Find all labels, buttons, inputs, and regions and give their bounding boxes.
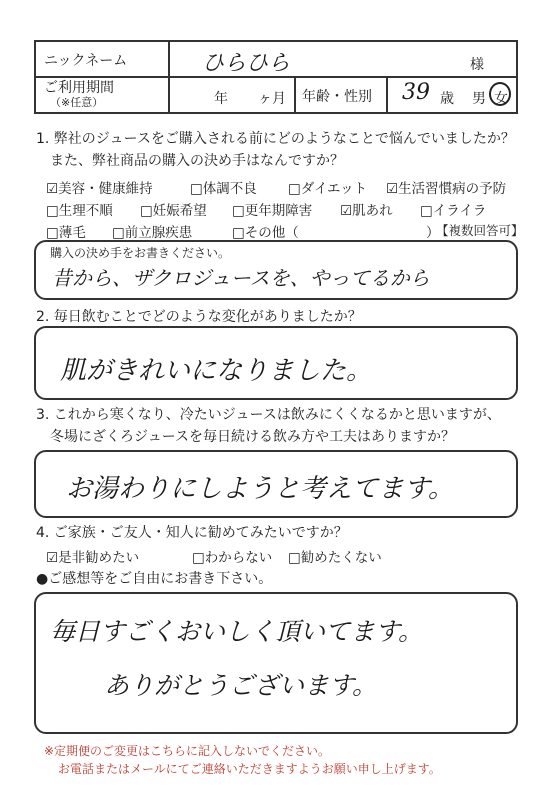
- q3-line1: 3. これから寒くなり、冷たいジュースは飲みにくくなるかと思いますが、: [36, 407, 501, 423]
- period-sub-label: （※任意）: [50, 96, 104, 109]
- q1-line2: また、弊社商品の購入の決め手はなんですか？: [50, 153, 344, 169]
- period-label: ご利用期間: [44, 80, 114, 96]
- q1-option-diet[interactable]: □ダイエット: [288, 181, 368, 197]
- impressions-answer-line2: ありがとうございます。: [104, 671, 378, 700]
- year-label: 年: [214, 91, 228, 107]
- nickname-label: ニックネーム: [44, 53, 128, 69]
- q1-decision-label: 購入の決め手をお書きください。: [50, 246, 231, 260]
- female-label: 女: [494, 91, 508, 107]
- q1-option-thinning-hair[interactable]: □薄毛: [46, 225, 86, 241]
- checkbox-icon: □: [112, 225, 125, 241]
- checkbox-icon: ☑: [340, 203, 353, 219]
- nickname-label-cell: [36, 42, 170, 78]
- header-table: [34, 40, 518, 114]
- checkbox-icon: ☑: [46, 181, 59, 197]
- q1-decision-answer: 昔から、ザクロジュースを、やってるから: [52, 266, 430, 290]
- checkbox-icon: □: [46, 225, 59, 241]
- male-label: 男: [472, 91, 486, 107]
- age-unit: 歳: [440, 91, 454, 107]
- q1-option-menstrual[interactable]: □生理不順: [46, 203, 113, 219]
- female-circle-mark: [489, 82, 511, 106]
- nickname-value-cell: [170, 42, 516, 78]
- q1-option-skin[interactable]: ☑肌あれ: [340, 203, 393, 219]
- checkbox-icon: □: [46, 203, 59, 219]
- q2-answer: 肌がきれいになりました。: [60, 356, 373, 386]
- q4-option-yes[interactable]: ☑是非勧めたい: [46, 550, 140, 566]
- checkbox-icon: □: [420, 203, 433, 219]
- checkbox-icon: □: [192, 550, 205, 566]
- q3-line2: 冬場にざくろジュースを毎日続ける飲み方や工夫はありますか？: [50, 429, 456, 445]
- impressions-answer-line1: 毎日すごくおいしく頂いてます。: [50, 617, 424, 646]
- nickname-value: ひらひら: [202, 51, 291, 76]
- q1-multi-answer-note: 【複数回答可】: [436, 223, 524, 238]
- q3-answer: お湯わりにしようと考えてます。: [66, 474, 454, 504]
- age-gender-label: 年齢・性別: [302, 89, 372, 105]
- checkbox-icon: □: [232, 225, 245, 241]
- q4-option-unsure[interactable]: □わからない: [192, 550, 273, 566]
- q1-option-other[interactable]: □その他（: [232, 225, 299, 241]
- age-value: 39: [402, 80, 430, 105]
- checkbox-icon: ☑: [386, 181, 399, 197]
- checkbox-icon: □: [140, 203, 153, 219]
- q1-other-close-paren: ）: [426, 225, 440, 241]
- q1-option-prostate[interactable]: □前立腺疾患: [112, 225, 193, 241]
- sama-label: 様: [470, 57, 484, 73]
- q1-option-condition[interactable]: □体調不良: [190, 181, 257, 197]
- checkbox-icon: □: [232, 203, 245, 219]
- q1-option-beauty[interactable]: ☑美容・健康維持: [46, 181, 153, 197]
- q1-option-irritation[interactable]: □イライラ: [420, 203, 487, 219]
- q2-question: 2. 毎日飲むことでどのような変化がありましたか？: [36, 309, 362, 325]
- checkbox-icon: ☑: [46, 550, 59, 566]
- footer-note-line1: ※定期便のご変更はこちらに記入しないでください。: [44, 744, 331, 758]
- period-label-cell: [36, 78, 170, 112]
- q1-line1: 1. 弊社のジュースをご購入される前にどのようなことで悩んでいましたか？: [36, 131, 515, 147]
- q1-option-menopause[interactable]: □更年期障害: [232, 203, 313, 219]
- checkbox-icon: □: [190, 181, 203, 197]
- q4-question: 4. ご家族・ご友人・知人に勧めてみたいですか？: [36, 525, 348, 541]
- age-gender-value-cell: [388, 78, 516, 112]
- impressions-label: ●ご感想等をご自由にお書き下さい。: [36, 571, 273, 587]
- checkbox-icon: □: [288, 181, 301, 197]
- footer-note-line2: お電話またはメールにてご連絡いただきますようお願い申し上げます。: [58, 762, 441, 776]
- checkbox-icon: □: [288, 550, 301, 566]
- q4-option-no[interactable]: □勧めたくない: [288, 550, 382, 566]
- q1-option-lifestyle-disease[interactable]: ☑生活習慣病の予防: [386, 181, 507, 197]
- month-label: ヶ月: [258, 91, 286, 107]
- period-value-cell: [170, 78, 296, 112]
- q1-option-pregnancy[interactable]: □妊娠希望: [140, 203, 207, 219]
- age-gender-label-cell: [296, 78, 388, 112]
